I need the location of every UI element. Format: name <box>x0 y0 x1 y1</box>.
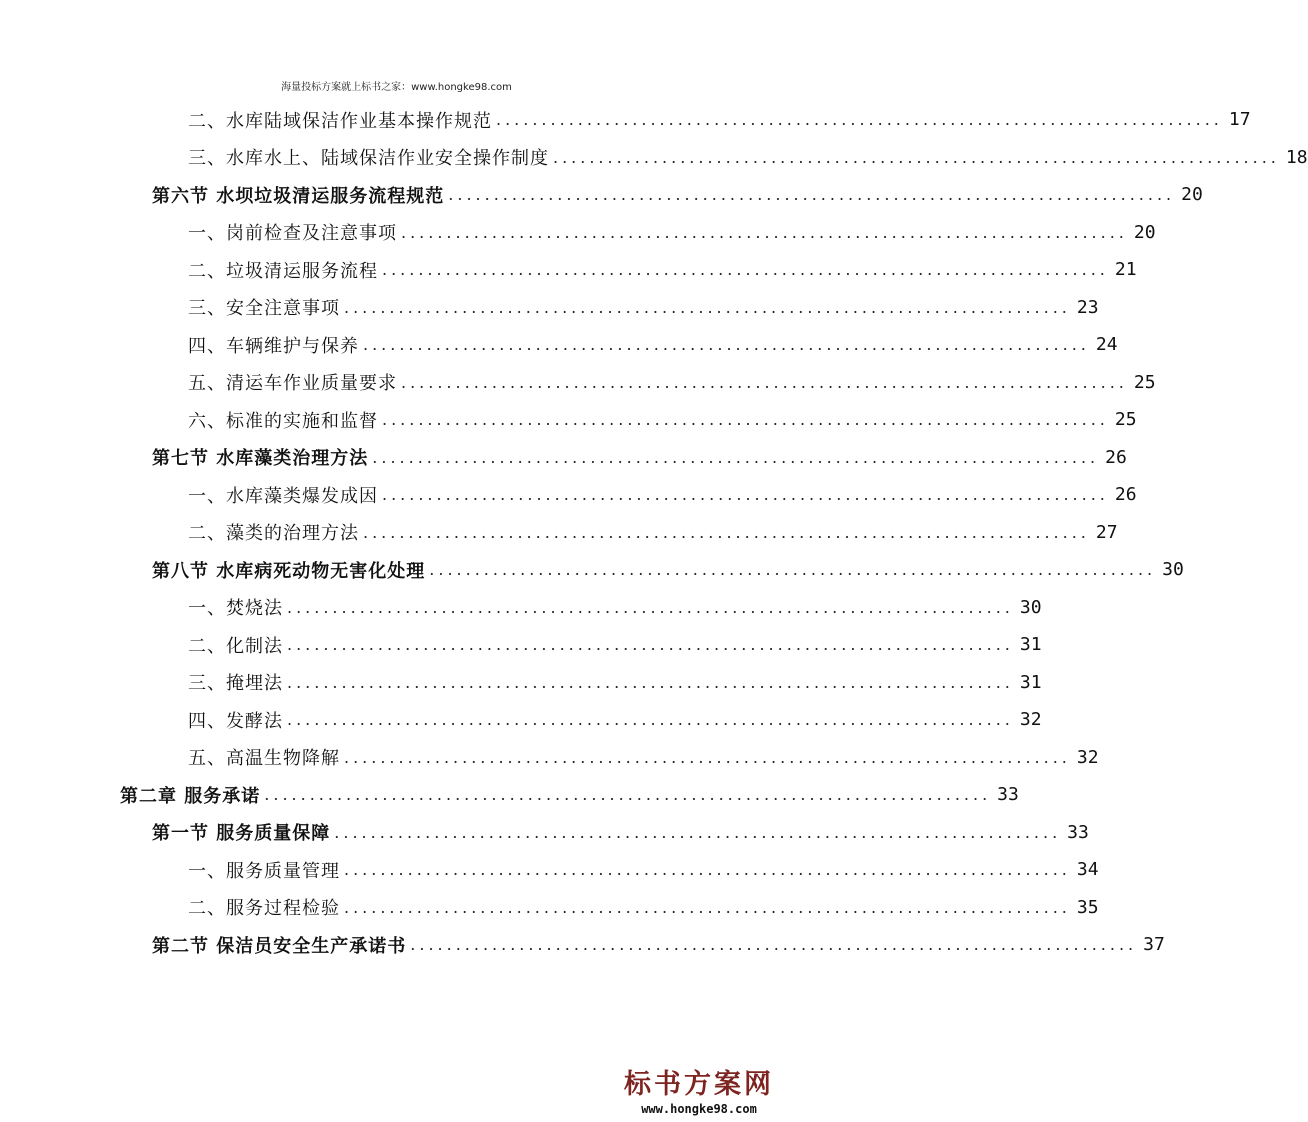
toc-entry[interactable] <box>188 739 1099 776</box>
toc-entry-page: 37 <box>1143 934 1165 955</box>
toc-entry[interactable] <box>120 776 1019 813</box>
watermark-logo <box>619 1068 779 1116</box>
toc-dot-leader: ................................................................................ <box>448 185 1176 204</box>
toc-entry-page: 32 <box>1019 709 1042 730</box>
toc-entry-title: 第二章 服务承诺 <box>120 785 261 807</box>
toc-entry-page: 20 <box>1133 221 1156 243</box>
toc-entry-page: 17 <box>1228 109 1251 130</box>
toc-entry-title: 第一节 服务质量保障 <box>152 823 331 844</box>
toc-entry[interactable] <box>188 514 1118 551</box>
toc-entry[interactable] <box>188 289 1099 326</box>
toc-entry-title: 第六节 水坝垃圾清运服务流程规范 <box>152 185 445 207</box>
toc-entry-page: 18 <box>1285 146 1308 168</box>
toc-entry-page: 26 <box>1105 446 1127 468</box>
toc-entry[interactable] <box>188 326 1118 363</box>
toc-entry[interactable] <box>188 139 1308 176</box>
toc-entry-title: 二、化制法 <box>188 635 283 657</box>
toc-dot-leader: ................................................................................ <box>287 672 1014 692</box>
toc-entry-page: 25 <box>1133 371 1156 393</box>
toc-entry-title: 一、服务质量管理 <box>188 860 340 882</box>
toc-entry-page: 24 <box>1095 334 1118 355</box>
toc-dot-leader: ................................................................................ <box>334 822 1062 842</box>
toc-dot-leader: ................................................................................ <box>287 597 1014 617</box>
toc-entry-title: 第八节 水库病死动物无害化处理 <box>152 560 426 582</box>
toc-entry-page: 20 <box>1181 184 1203 205</box>
toc-dot-leader: ................................................................................ <box>372 447 1100 467</box>
toc-entry-page: 30 <box>1162 559 1184 580</box>
toc-dot-leader: ................................................................................ <box>401 222 1128 242</box>
toc-entry-page: 23 <box>1076 296 1099 318</box>
toc-entry[interactable] <box>188 364 1156 401</box>
toc-entry-page: 33 <box>1067 821 1089 843</box>
toc-entry[interactable] <box>152 176 1203 213</box>
toc-entry-page: 31 <box>1019 671 1042 693</box>
toc-dot-leader: ................................................................................ <box>382 485 1109 504</box>
toc-dot-leader: ................................................................................ <box>429 560 1157 579</box>
toc-dot-leader: ................................................................................ <box>496 110 1223 129</box>
toc-entry-title: 一、水库藻类爆发成因 <box>188 485 378 507</box>
toc-entry[interactable] <box>188 401 1137 438</box>
toc-entry-title: 五、清运车作业质量要求 <box>188 373 397 394</box>
toc-entry-page: 32 <box>1076 746 1099 768</box>
toc-entry-title: 三、掩埋法 <box>188 673 283 694</box>
toc-entry[interactable] <box>188 701 1042 738</box>
toc-entry-title: 四、发酵法 <box>188 710 283 732</box>
toc-entry-page: 26 <box>1114 484 1137 505</box>
toc-dot-leader: ................................................................................ <box>287 635 1014 654</box>
toc-entry-title: 二、水库陆域保洁作业基本操作规范 <box>188 110 492 132</box>
toc-entry[interactable] <box>188 251 1137 288</box>
toc-entry-title: 二、藻类的治理方法 <box>188 523 359 544</box>
toc-entry[interactable] <box>188 589 1042 626</box>
toc-entry[interactable] <box>188 626 1042 663</box>
toc-dot-leader: ................................................................................ <box>344 860 1071 879</box>
toc-entry[interactable] <box>152 439 1127 476</box>
toc-entry-page: 21 <box>1114 259 1137 280</box>
toc-dot-leader: ................................................................................ <box>287 710 1014 729</box>
toc-entry-title: 二、服务过程检验 <box>188 898 340 919</box>
toc-entry[interactable] <box>188 889 1099 926</box>
header-note: 海量投标方案就上标书之家：www.hongke98.com <box>281 82 512 93</box>
toc-dot-leader: ................................................................................ <box>264 785 992 804</box>
toc-entry-page: 25 <box>1114 409 1137 430</box>
toc-entry-page: 35 <box>1076 896 1099 918</box>
toc-entry-title: 三、水库水上、陆域保洁作业安全操作制度 <box>188 148 549 169</box>
watermark-title: 标书方案网 <box>624 1069 774 1100</box>
toc-dot-leader: ................................................................................ <box>344 747 1071 767</box>
toc-dot-leader: ................................................................................ <box>401 372 1128 392</box>
toc-entry-page: 34 <box>1076 859 1099 880</box>
toc-entry-title: 三、安全注意事项 <box>188 298 340 319</box>
toc-dot-leader: ................................................................................ <box>363 522 1090 542</box>
toc-dot-leader: ................................................................................ <box>382 260 1109 279</box>
toc-entry[interactable] <box>188 101 1251 138</box>
toc-entry-title: 六、标准的实施和监督 <box>188 410 378 432</box>
toc-entry[interactable] <box>188 214 1156 251</box>
toc-dot-leader: ................................................................................ <box>382 410 1109 429</box>
toc-entry-title: 第七节 水库藻类治理方法 <box>152 448 369 469</box>
toc-entry-page: 30 <box>1019 596 1042 618</box>
toc-entry-page: 31 <box>1019 634 1042 655</box>
toc-entry-title: 第二节 保洁员安全生产承诺书 <box>152 935 407 957</box>
toc-entry-title: 一、焚烧法 <box>188 598 283 619</box>
toc-entry[interactable] <box>152 814 1089 851</box>
toc-entry[interactable] <box>188 476 1137 513</box>
toc-entry-title: 五、高温生物降解 <box>188 748 340 769</box>
toc-dot-leader: ................................................................................ <box>553 147 1280 167</box>
toc-dot-leader: ................................................................................ <box>344 297 1071 317</box>
toc-entry[interactable] <box>152 926 1165 963</box>
toc-entry[interactable] <box>188 664 1042 701</box>
toc-entry-title: 一、岗前检查及注意事项 <box>188 223 397 244</box>
toc-dot-leader: ................................................................................ <box>410 935 1138 954</box>
watermark-url: www.hongke98.com <box>641 1102 757 1116</box>
toc-entry-title: 四、车辆维护与保养 <box>188 335 359 357</box>
toc-entry-page: 33 <box>997 784 1019 805</box>
toc-dot-leader: ................................................................................ <box>363 335 1090 354</box>
toc-entry[interactable] <box>188 851 1099 888</box>
toc-entry-title: 二、垃圾清运服务流程 <box>188 260 378 282</box>
toc-entry[interactable] <box>152 551 1184 588</box>
toc-entry-page: 27 <box>1095 521 1118 543</box>
toc-dot-leader: ................................................................................ <box>344 897 1071 917</box>
